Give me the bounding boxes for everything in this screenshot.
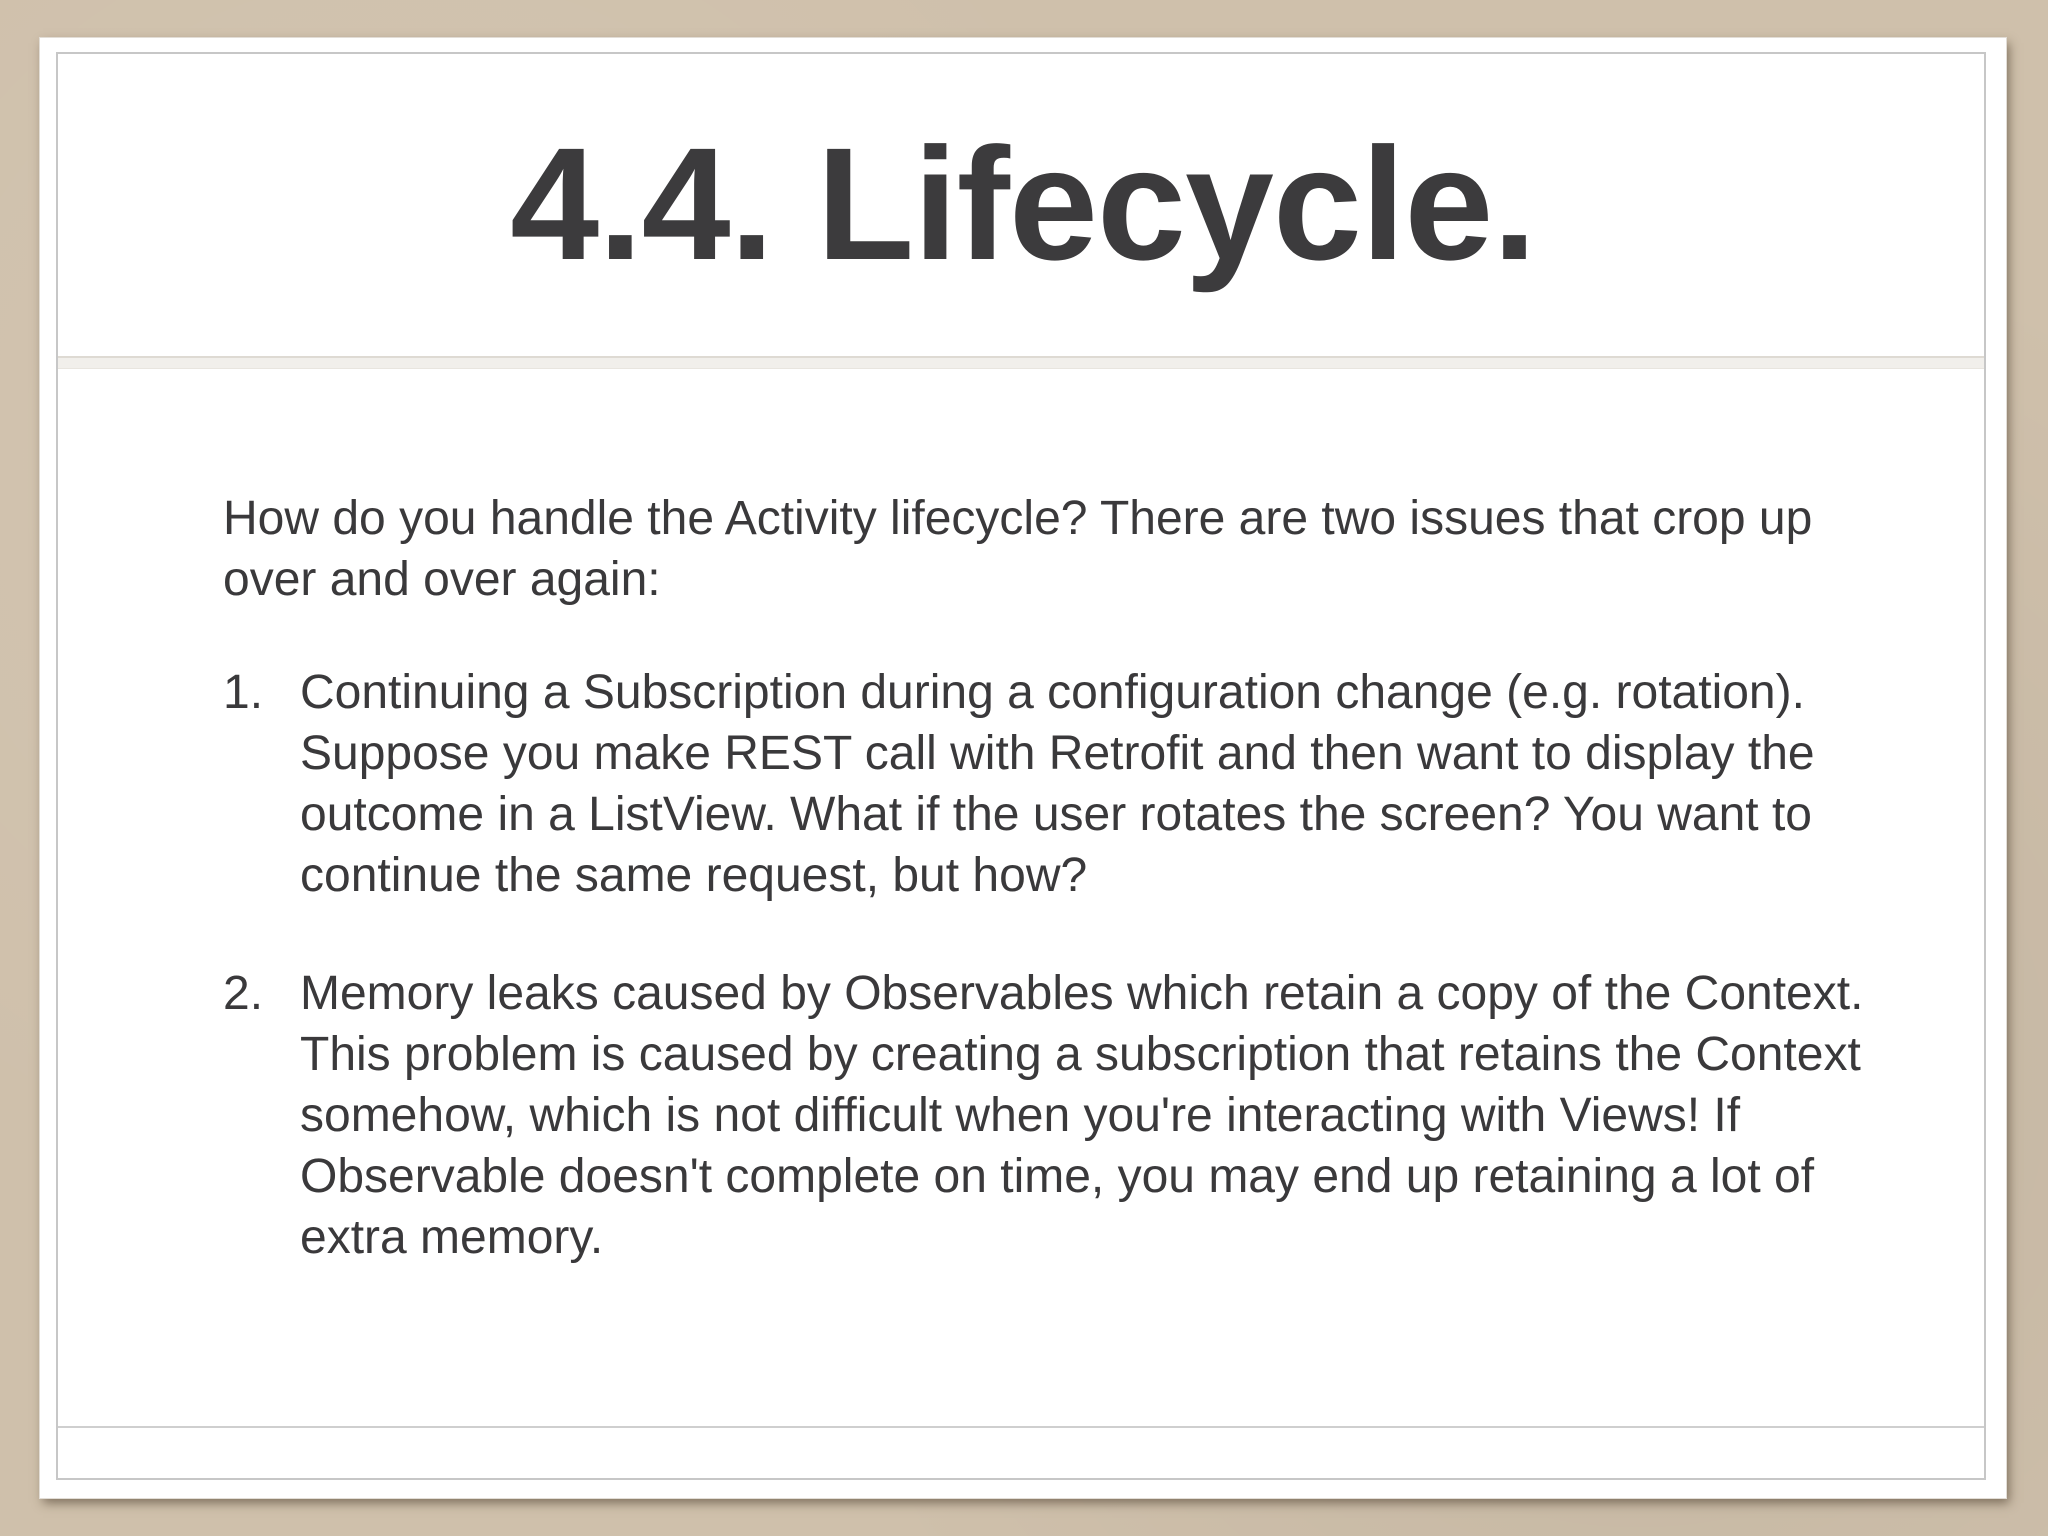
title-divider — [58, 356, 1984, 369]
intro-paragraph: How do you handle the Activity lifecycle? There are two issues that crop up over and over again: — [223, 492, 1813, 606]
issues-list — [223, 662, 1883, 1268]
list-item-text: Continuing a Subscription during a configuration change (e.g. rotation). Suppose you make REST call with Retrofit and then want to display the outcome in a ListView. What if the user rotates the screen? You want to continue the same request, but how? — [300, 666, 1815, 902]
list-item — [223, 963, 1883, 1268]
list-item-number: 2. — [223, 967, 264, 1020]
slide — [40, 38, 2006, 1498]
list-item — [223, 662, 1883, 906]
footer-divider — [58, 1426, 1984, 1428]
slide-title: 4.4. Lifecycle. — [510, 114, 1536, 293]
slide-body — [223, 488, 1883, 1325]
list-item-text: Memory leaks caused by Observables which retain a copy of the Context. This problem is caused by creating a subscription that retains the Context somehow, which is not difficult when you're interacting with Views! If Observable doesn't complete on time, you may end up retaining a lot of extra memory. — [300, 967, 1864, 1264]
list-item-number: 1. — [223, 666, 264, 719]
